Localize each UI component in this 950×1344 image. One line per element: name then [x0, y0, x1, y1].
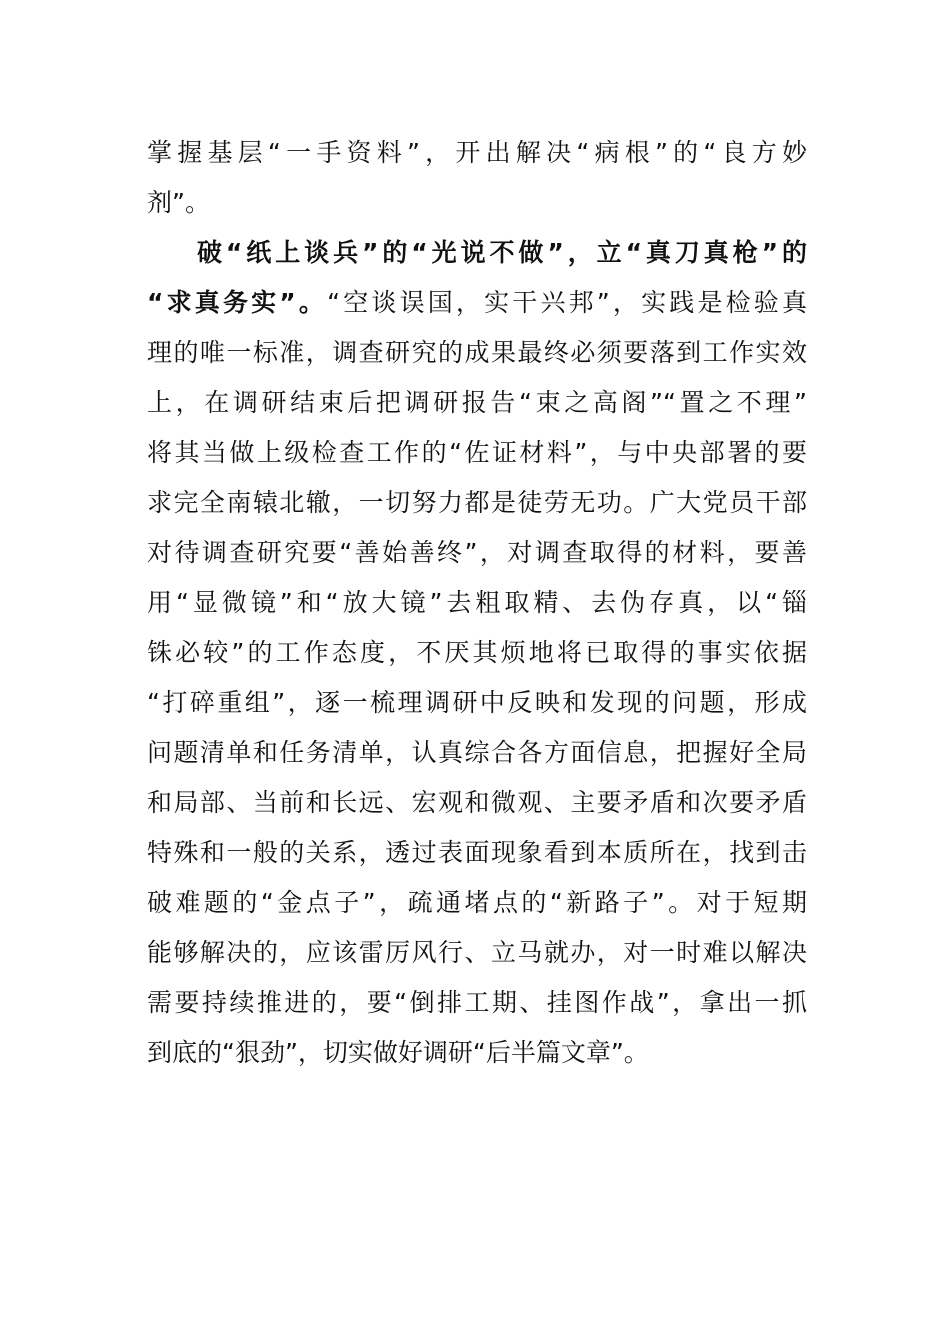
text-line: 理的唯一标准，调查研究的成果最终必须要落到工作实效 — [147, 338, 807, 367]
text-line: 求完全南辕北辙，一切努力都是徒劳无功。广大党员干部 — [147, 488, 807, 517]
text-line — [147, 278, 807, 328]
paragraph-heading: 破“纸上谈兵”的“光说不做”，立“真刀真枪”的 — [197, 238, 807, 267]
text-line: 剂”。 — [147, 188, 210, 217]
paragraph-1 — [147, 128, 807, 228]
text-line: “打碎重组”，逐一梳理调研中反映和发现的问题，形成 — [147, 688, 807, 717]
text-line: 能够解决的，应该雷厉风行、立马就办，对一时难以解决 — [147, 938, 807, 967]
text-line: 将其当做上级检查工作的“佐证材料”，与中央部署的要 — [147, 438, 807, 467]
text-line: 破难题的“金点子”，疏通堵点的“新路子”。对于短期 — [147, 888, 807, 917]
text-line: 掌握基层“一手资料”，开出解决“病根”的“良方妙 — [147, 138, 807, 167]
paragraph-heading-end: “求真务实”。 — [147, 288, 328, 317]
text-line: 铢必较”的工作态度，不厌其烦地将已取得的事实依据 — [147, 638, 807, 667]
text-line: 到底的“狠劲”，切实做好调研“后半篇文章”。 — [147, 1038, 649, 1067]
text-line: 上，在调研结束后把调研报告“束之高阁”“置之不理” — [147, 388, 807, 417]
text-line: 特殊和一般的关系，透过表面现象看到本质所在，找到击 — [147, 838, 807, 867]
text-line: 用“显微镜”和“放大镜”去粗取精、去伪存真，以“锱 — [147, 588, 807, 617]
text-line: 需要持续推进的，要“倒排工期、挂图作战”，拿出一抓 — [147, 988, 807, 1017]
document-body — [147, 128, 807, 1078]
text-line: 和局部、当前和长远、宏观和微观、主要矛盾和次要矛盾 — [147, 788, 807, 817]
paragraph-2 — [147, 228, 807, 1078]
text-line: 对待调查研究要“善始善终”，对调查取得的材料，要善 — [147, 538, 807, 567]
text-run: “空谈误国，实干兴邦”，实践是检验真 — [327, 288, 807, 317]
text-line: 问题清单和任务清单，认真综合各方面信息，把握好全局 — [147, 738, 807, 767]
